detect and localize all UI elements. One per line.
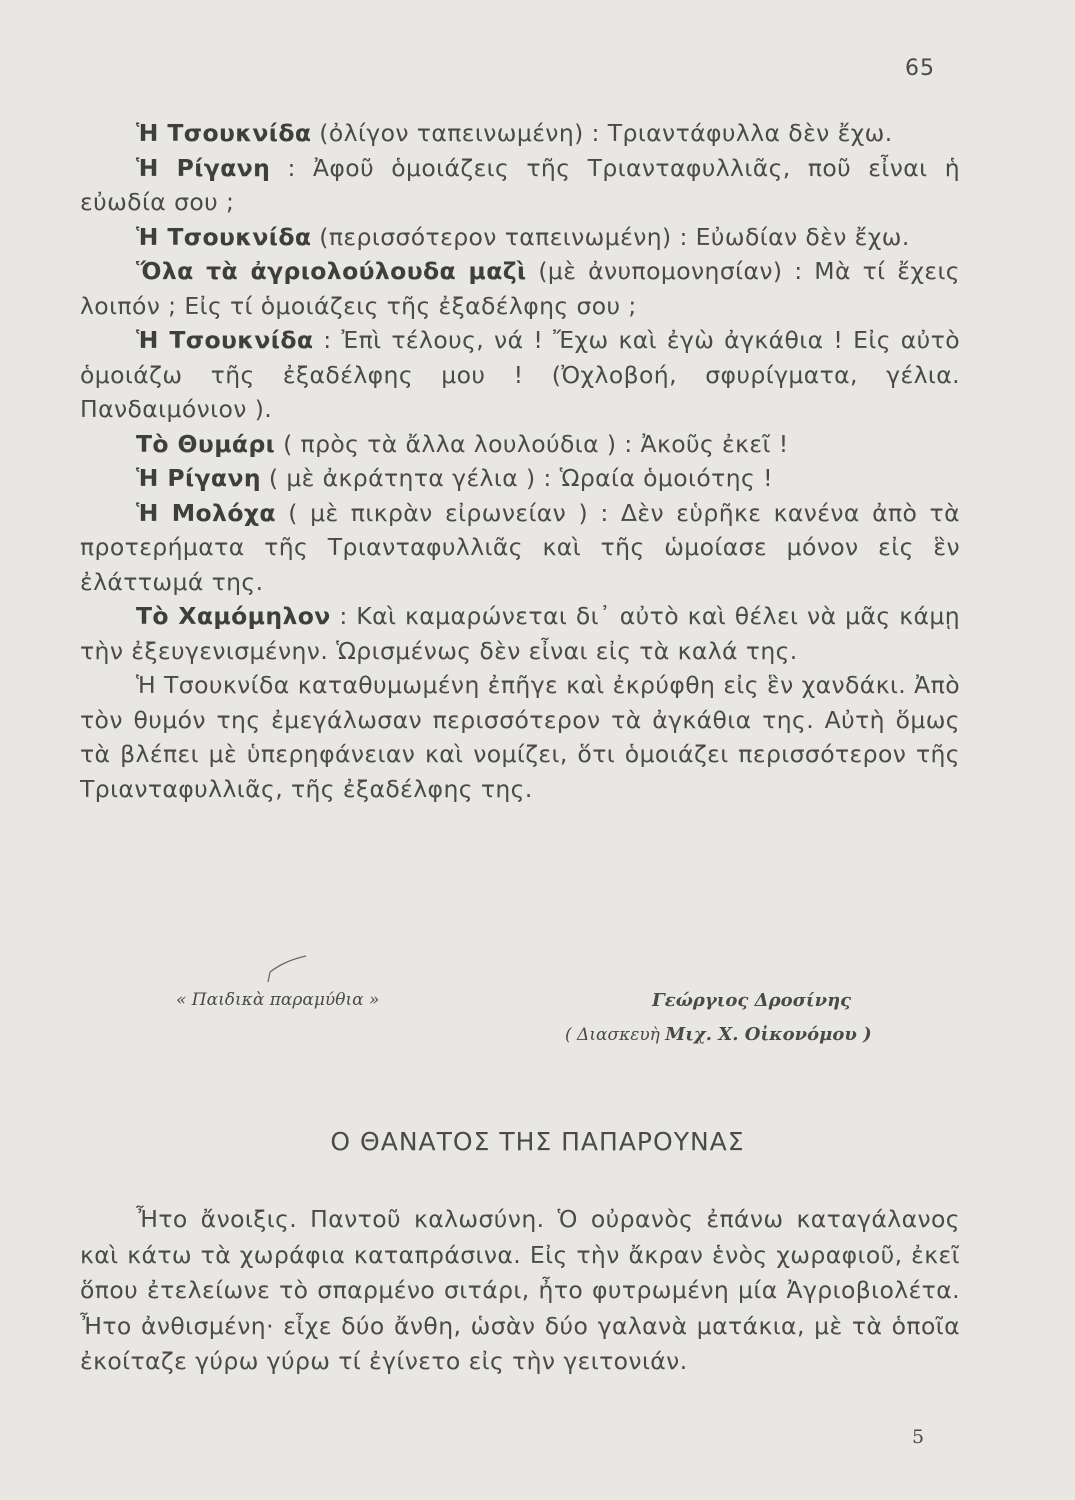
page-number: 65 [905,56,935,81]
speaker: Ἡ Ρίγανη [136,153,271,182]
narration-paragraph [80,668,960,806]
speaker: Τὸ Χαμόμηλον [136,602,331,630]
dialogue-line [80,116,960,151]
author-name: Γεώργιος Δροσίνης [652,990,852,1011]
adaptation-prefix: ( Διασκευὴ [565,1025,666,1045]
adaptation-credit [565,1024,872,1045]
speaker: Ἡ Τσουκνίδα [136,326,314,354]
story-text [80,1202,960,1380]
line-text: : Καὶ καμαρώνεται δι᾽ αὐτὸ καὶ θέλει νὰ μᾶς κάμῃ τὴν ἐξευγενισμένην. Ὡρισμένως δὲν εἶναι εἰς τὰ καλά της. [80,602,960,665]
pencil-check-mark [258,950,318,990]
line-text: (περισσότερον ταπεινωμένη) : Εὐωδίαν δὲν ἔχω. [311,222,910,251]
dialogue-line [80,599,960,668]
story-paragraph: Ἦτο ἄνοιξις. Παντοῦ καλωσύνη. Ὁ οὐρανὸς ἐπάνω καταγάλανος καὶ κάτω τὰ χωράφια καταπράσινα. Εἰς τὴν ἄκραν ἑνὸς χωραφιοῦ, ἐκεῖ ὅπου ἐτελείωνε τὸ σπαρμένο σιτάρι, ἦτο φυτρωμένη μία Ἀγριοβιολέτα. Ἦτο ἀνθισμένη· εἶχε δύο ἄνθη, ὡσὰν δύο γαλανὰ ματάκια, μὲ τὰ ὁποῖα ἐκοίταζε γύρω γύρω τί ἐγίνετο εἰς τὴν γειτονιάν. [80,1205,960,1375]
dialogue-line [80,496,960,600]
speaker: Ἡ Μολόχα [136,498,276,527]
speaker: Ὅλα τὰ ἀγριολούλουδα μαζὶ [136,257,527,285]
adapter-name: Μιχ. Χ. Οἰκονόμου ) [665,1024,872,1045]
attribution-row [80,988,960,1018]
line-text: : Ἐπὶ τέλους, νά ! Ἔχω καὶ ἐγὼ ἀγκάθια ! Εἰς αὐτὸ ὁμοιάζω τῆς ἐξαδέλφης μου ! (Ὀχλοβοή, σφυρίγματα, γέλια. Πανδαιμόνιον ). [80,326,960,423]
speaker: Ἡ Τσουκνίδα [136,222,312,251]
line-text: : Ἀφοῦ ὁμοιάζεις τῆς Τριανταφυλλιᾶς, ποῦ εἶναι ἡ εὐωδία σου ; [80,153,960,216]
line-text: (ὀλίγον ταπεινωμένη) : Τριαντάφυλλα δὲν ἔχω. [311,119,893,147]
line-text: ( πρὸς τὰ ἄλλα λουλούδια ) : Ἀκοῦς ἐκεῖ ! [275,429,789,458]
line-text: (μὲ ἀνυπομονησίαν) : Μὰ τί ἔχεις λοιπόν ; Εἰς τί ὁμοιάζεις τῆς ἐξαδέλφης σου ; [80,257,960,320]
dialogue-line [80,151,960,220]
dialogue-line [80,461,960,496]
footer-number: 5 [912,1426,925,1448]
speaker: Τὸ Θυμάρι [136,429,276,458]
line-text: Ἡ Τσουκνίδα καταθυμωμένη ἐπῆγε καὶ ἐκρύφθη εἰς ἓν χανδάκι. Ἀπὸ τὸν θυμόν της ἐμεγάλωσαν περισσότερον τὰ ἀγκάθια της. Αὐτὴ ὅμως τὰ βλέπει μὲ ὑπερηφάνειαν καὶ νομίζει, ὅτι ὁμοιάζει περισσότερον τῆς Τριανταφυλλιᾶς, τῆς ἐξαδέλφης της. [80,671,960,803]
dialogue-line [80,254,960,323]
dialogue-text [80,116,960,806]
story-heading: Ο ΘΑΝΑΤΟΣ ΤΗΣ ΠΑΠΑΡΟΥΝΑΣ [330,1127,745,1156]
line-text: ( μὲ ἀκράτητα γέλια ) : Ὡραία ὁμοιότης ! [261,464,773,492]
dialogue-line [80,220,960,255]
line-text: ( μὲ πικρὰν εἰρωνείαν ) : Δὲν εὑρῆκε κανένα ἀπὸ τὰ προτερήματα τῆς Τριανταφυλλιᾶς καὶ τῆς ὡμοίασε μόνον εἰς ἓν ἐλάττωμά της. [80,498,960,596]
speaker: Ἡ Τσουκνίδα [136,119,312,147]
dialogue-line [80,323,960,427]
dialogue-line [80,427,960,462]
source-title: « Παιδικὰ παραμύθια » [176,990,380,1010]
speaker: Ἡ Ρίγανη [136,464,262,492]
